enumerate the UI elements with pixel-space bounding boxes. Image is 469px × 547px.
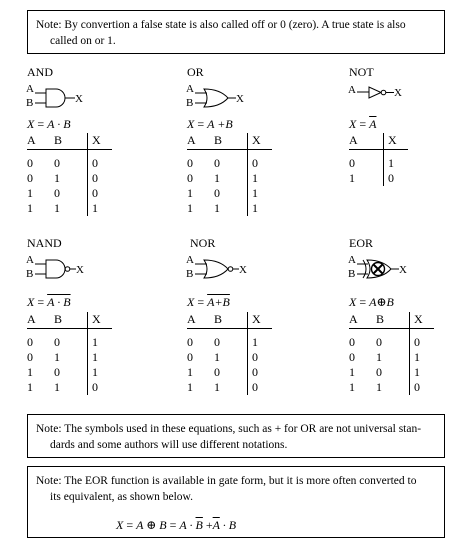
or-equation: [187, 117, 233, 132]
table-row: [27, 156, 112, 171]
cell: 1: [54, 350, 60, 364]
nor-truth-table: [187, 312, 272, 395]
cell: 0: [187, 171, 193, 185]
eor-gate-icon: [348, 253, 428, 283]
col-header: B: [214, 133, 248, 150]
cell: 1: [248, 335, 273, 350]
cell: 0: [54, 365, 60, 379]
gate-output-x: X: [399, 264, 407, 276]
eor-equation: [349, 295, 394, 310]
eq-equals: =: [194, 295, 208, 309]
col-header: X: [88, 133, 113, 150]
cell: 0: [214, 335, 220, 349]
table-row: [27, 380, 112, 395]
gate-title-and: AND: [27, 65, 53, 79]
cell: 1: [88, 335, 113, 350]
eq-rhs: A+B: [207, 295, 230, 309]
cell: 0: [376, 365, 382, 379]
table-row: [187, 380, 272, 395]
cell: 1: [214, 171, 220, 185]
cell: 0: [214, 186, 220, 200]
not-gate-icon: [348, 83, 418, 105]
table-row: [349, 350, 434, 365]
gate-input-a: A: [186, 83, 194, 95]
gate-input-b: B: [26, 268, 34, 280]
cell: 1: [384, 156, 409, 171]
eq-rhs: A +B: [207, 117, 233, 131]
table-row: [187, 201, 272, 216]
cell: 1: [349, 171, 355, 185]
eq-plus: +: [202, 518, 213, 532]
cell: 0: [187, 335, 193, 349]
gate-title-not: NOT: [349, 65, 374, 79]
cell: 0: [187, 156, 193, 170]
cell: 1: [54, 380, 60, 394]
cell: 0: [248, 350, 273, 365]
table-row: [27, 335, 112, 350]
eq-term: · B: [219, 518, 237, 532]
gate-title-eor: EOR: [349, 236, 373, 250]
cell: 0: [384, 171, 409, 186]
cell: 1: [187, 201, 193, 215]
cell: 0: [349, 156, 355, 170]
cell: 1: [410, 350, 435, 365]
eq-lhs: X: [349, 295, 357, 309]
note-false-state: [27, 10, 445, 54]
cell: 1: [27, 365, 33, 379]
table-row: [27, 201, 112, 216]
gate-title-or: OR: [187, 65, 204, 79]
not-equation: [349, 117, 376, 132]
cell: 0: [88, 171, 113, 186]
note-line: called on or 1.: [50, 35, 116, 47]
cell: 0: [248, 156, 273, 171]
gate-title-nor: NOR: [190, 236, 216, 250]
eq-term: A ·: [179, 518, 196, 532]
cell: 1: [248, 201, 273, 216]
cell: 0: [187, 350, 193, 364]
gate-output-x: X: [236, 93, 244, 105]
table-row: [349, 380, 434, 395]
cell: 0: [88, 380, 113, 395]
gate-input-b: B: [26, 97, 34, 109]
eq-lhs: X: [187, 295, 195, 309]
eq-equals: =: [34, 295, 48, 309]
gate-input-a: A: [348, 254, 356, 266]
table-row: [349, 335, 434, 350]
col-header: A: [349, 312, 376, 329]
cell: 0: [27, 171, 33, 185]
gate-output-x: X: [239, 264, 247, 276]
cell: 0: [27, 335, 33, 349]
gate-input-b: B: [348, 268, 356, 280]
cell: 0: [410, 380, 435, 395]
col-header: X: [248, 312, 273, 329]
eor-truth-table: [349, 312, 434, 395]
cell: 0: [248, 380, 273, 395]
gate-input-b: B: [186, 97, 194, 109]
gate-output-x: X: [75, 93, 83, 105]
cell: 1: [88, 365, 113, 380]
note-line: dards and some authors will use different notations.: [50, 439, 288, 451]
and-gate-icon: [26, 82, 106, 112]
table-row: [187, 156, 272, 171]
eq-rhs: A · B: [47, 117, 71, 131]
note-line: its equivalent, as shown below.: [50, 491, 193, 503]
cell: 1: [27, 186, 33, 200]
gate-output-x: X: [76, 264, 84, 276]
col-header: X: [248, 133, 273, 150]
nor-gate-icon: [186, 253, 266, 283]
or-gate-icon: [186, 82, 266, 112]
col-header: B: [54, 312, 88, 329]
eq-term-negated: $\overline{B}$: [195, 518, 203, 532]
note-line: Note: By convertion a false state is also called off or 0 (zero). A true state is also: [36, 19, 406, 31]
cell: 0: [54, 156, 60, 170]
nand-truth-table: [27, 312, 112, 395]
table-row: [187, 365, 272, 380]
note-eor-equivalent: [27, 466, 445, 538]
cell: 0: [88, 186, 113, 201]
cell: 1: [214, 380, 220, 394]
eq-rhs: A · B: [47, 295, 71, 309]
cell: 0: [54, 186, 60, 200]
cell: 1: [349, 365, 355, 379]
nand-gate-icon: [26, 253, 106, 283]
col-header: X: [384, 133, 409, 150]
table-row: [349, 156, 408, 171]
eq-equals: =: [356, 117, 370, 131]
gate-title-nand: NAND: [27, 236, 62, 250]
cell: 1: [27, 201, 33, 215]
col-header: A: [27, 312, 54, 329]
cell: 1: [187, 186, 193, 200]
cell: 1: [88, 201, 113, 216]
eq-term-negated: $\overline{A}$: [212, 518, 220, 532]
cell: 0: [248, 365, 273, 380]
table-row: [187, 350, 272, 365]
cell: 1: [54, 201, 60, 215]
table-row: [27, 350, 112, 365]
and-equation: [27, 117, 71, 132]
cell: 1: [214, 350, 220, 364]
cell: 1: [88, 350, 113, 365]
col-header: B: [54, 133, 88, 150]
table-row: [187, 335, 272, 350]
eq-rhs: A⊕B: [369, 295, 394, 309]
col-header: A: [27, 133, 54, 150]
note-line: Note: The EOR function is available in gate form, but it is more often converted to: [36, 475, 417, 487]
cell: 1: [214, 201, 220, 215]
table-row: [27, 365, 112, 380]
cell: 0: [27, 156, 33, 170]
table-row: [27, 171, 112, 186]
gate-input-a: A: [26, 83, 34, 95]
col-header: X: [410, 312, 435, 329]
col-header: B: [376, 312, 410, 329]
cell: 0: [410, 335, 435, 350]
cell: 1: [248, 186, 273, 201]
and-truth-table: [27, 133, 112, 216]
eq-equals: =: [356, 295, 370, 309]
table-row: [349, 365, 434, 380]
nor-equation: [187, 295, 230, 310]
eq-lhs: X: [27, 295, 35, 309]
eor-expansion-equation: [116, 517, 236, 533]
table-row: [349, 171, 408, 186]
table-row: [27, 186, 112, 201]
eq-equals: =: [34, 117, 48, 131]
eq-lhs: X: [27, 117, 35, 131]
col-header: X: [88, 312, 113, 329]
eq-lhs: X: [116, 518, 124, 532]
eq-equals: =: [123, 518, 137, 532]
cell: 1: [349, 380, 355, 394]
gate-output-x: X: [394, 87, 402, 99]
cell: 0: [349, 335, 355, 349]
gate-input-a: A: [348, 84, 356, 96]
col-header: A: [187, 312, 214, 329]
eq-lhs: X: [187, 117, 195, 131]
or-truth-table: [187, 133, 272, 216]
col-header: B: [214, 312, 248, 329]
eq-xor-term: A ⊕ B: [136, 518, 167, 532]
table-row: [187, 171, 272, 186]
eq-equals: =: [194, 117, 208, 131]
cell: 0: [88, 156, 113, 171]
gate-input-a: A: [186, 254, 194, 266]
note-symbols: [27, 414, 445, 458]
eq-equals: =: [166, 518, 180, 532]
not-truth-table: [349, 133, 408, 186]
cell: 1: [410, 365, 435, 380]
gate-input-a: A: [26, 254, 34, 266]
cell: 0: [27, 350, 33, 364]
note-line: Note: The symbols used in these equations, such as + for OR are not universal stan-: [36, 423, 422, 435]
cell: 1: [54, 171, 60, 185]
cell: 0: [214, 365, 220, 379]
nand-equation: [27, 295, 71, 310]
cell: 1: [187, 365, 193, 379]
cell: 1: [376, 380, 382, 394]
col-header: A: [187, 133, 214, 150]
cell: 0: [54, 335, 60, 349]
cell: 0: [349, 350, 355, 364]
col-header: A: [349, 133, 384, 150]
table-row: [187, 186, 272, 201]
cell: 1: [27, 380, 33, 394]
cell: 0: [376, 335, 382, 349]
cell: 1: [187, 380, 193, 394]
cell: 1: [376, 350, 382, 364]
eq-rhs: $\overline{A}$: [369, 117, 377, 131]
cell: 1: [248, 171, 273, 186]
gate-input-b: B: [186, 268, 194, 280]
eq-lhs: X: [349, 117, 357, 131]
cell: 0: [214, 156, 220, 170]
